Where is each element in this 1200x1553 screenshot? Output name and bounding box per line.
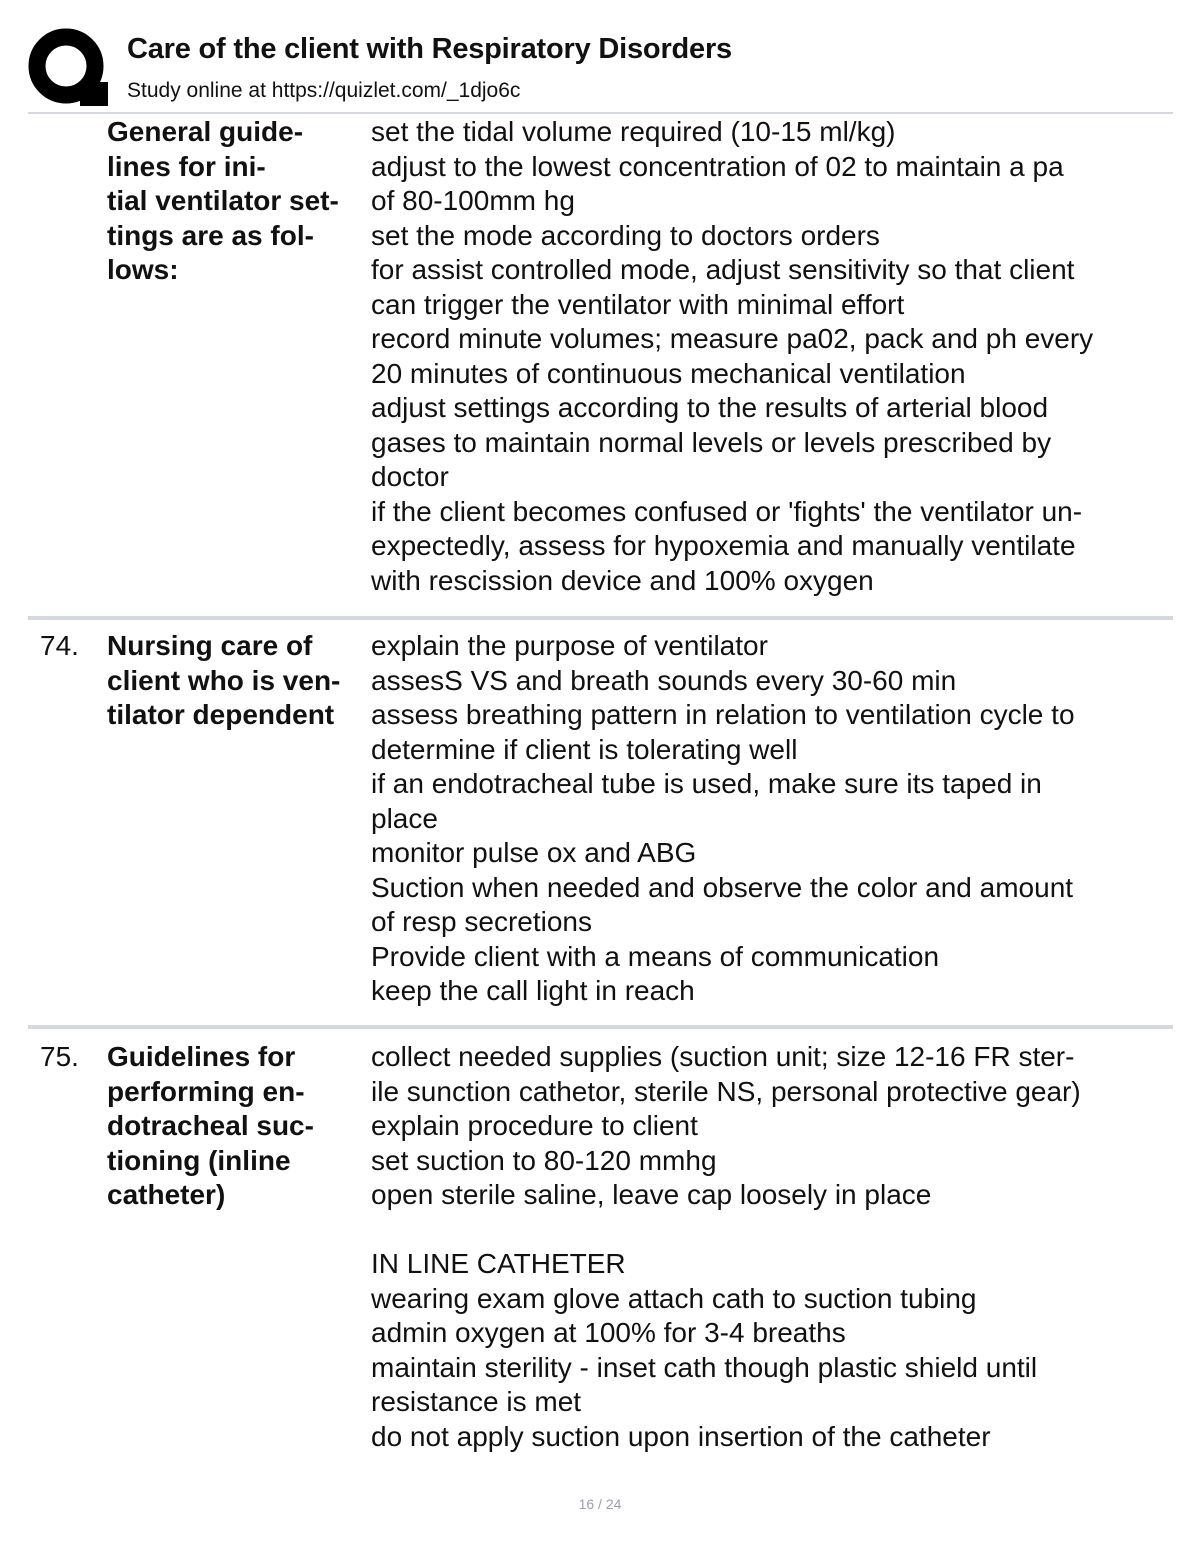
study-online-link-text: Study online at https://quizlet.com/_1djo6c <box>127 79 521 102</box>
term-line: General guide- <box>107 116 304 147</box>
term-line: Guidelines for <box>107 1041 296 1072</box>
definition-line: ile sunction cathetor, sterile NS, personal protective gear) <box>371 1075 1081 1107</box>
definition-line: assesS VS and breath sounds every 30-60 min <box>371 664 957 696</box>
quizlet-q-logo-icon <box>28 28 110 110</box>
term-line: performing en- <box>107 1075 305 1107</box>
term-line: lines for ini- <box>107 150 266 182</box>
card-term <box>107 629 363 733</box>
blank-line <box>371 1213 1171 1248</box>
definition-line: record minute volumes; measure pa02, pack and ph every <box>371 323 1094 354</box>
definition-line: collect needed supplies (suction unit; size 12-16 FR ster- <box>371 1041 1075 1072</box>
card-definition <box>371 115 1171 598</box>
term-line: lows: <box>107 254 179 285</box>
definition-line: if the client becomes confused or 'fights' the ventilator un- <box>371 495 1083 527</box>
definition-line: with rescission device and 100% oxygen <box>371 564 874 596</box>
definition-line: adjust to the lowest concentration of 02 to maintain a pa <box>371 150 1064 182</box>
card-term <box>107 1040 363 1213</box>
definition-line: place <box>371 802 438 834</box>
term-line: tial ventilator set- <box>107 185 339 216</box>
definition-line: maintain sterility - inset cath though plastic shield until <box>371 1351 1038 1383</box>
term-line: client who is ven- <box>107 664 341 696</box>
card-divider <box>28 1025 1173 1029</box>
definition-line: set suction to 80-120 mmhg <box>371 1144 717 1176</box>
term-line: catheter) <box>107 1179 226 1210</box>
term-line: Nursing care of <box>107 630 313 661</box>
definition-line: admin oxygen at 100% for 3-4 breaths <box>371 1317 846 1348</box>
definition-line: wearing exam glove attach cath to suction tubing <box>371 1282 977 1314</box>
definition-line: monitor pulse ox and ABG <box>371 837 697 868</box>
term-line: tilator dependent <box>107 699 335 730</box>
definition-line: expectedly, assess for hypoxemia and manually ventilate <box>371 530 1076 561</box>
definition-line: determine if client is tolerating well <box>371 733 798 765</box>
definition-line: for assist controlled mode, adjust sensitivity so that client <box>371 254 1075 285</box>
definition-line: set the mode according to doctors orders <box>371 219 880 251</box>
document-title: Care of the client with Respiratory Disorders <box>127 33 732 65</box>
definition-line: gases to maintain normal levels or levels prescribed by <box>371 426 1052 458</box>
definition-line: do not apply suction upon insertion of the catheter <box>371 1420 991 1452</box>
definition-line: adjust settings according to the results of arterial blood <box>371 392 1049 423</box>
definition-line: IN LINE CATHETER <box>371 1248 626 1279</box>
card-definition <box>371 629 1171 1009</box>
header-divider <box>28 112 1173 114</box>
definition-line: doctor <box>371 461 449 492</box>
definition-line: if an endotracheal tube is used, make sure its taped in <box>371 768 1042 799</box>
definition-line: resistance is met <box>371 1386 582 1417</box>
card-divider <box>28 616 1173 620</box>
definition-line: Suction when needed and observe the color and amount <box>371 871 1074 903</box>
term-line: dotracheal suc- <box>107 1110 314 1141</box>
definition-line: explain the purpose of ventilator <box>371 630 768 661</box>
page-indicator: 16 / 24 <box>578 1496 622 1512</box>
card-definition <box>371 1040 1171 1454</box>
definition-line: can trigger the ventilator with minimal effort <box>371 288 905 320</box>
definition-line: open sterile saline, leave cap loosely in place <box>371 1179 932 1210</box>
definition-line: assess breathing pattern in relation to ventilation cycle to <box>371 699 1075 730</box>
definition-line: keep the call light in reach <box>371 975 695 1006</box>
definition-line: 20 minutes of continuous mechanical ventilation <box>371 357 966 389</box>
card-term <box>107 115 363 288</box>
definition-line: Provide client with a means of communication <box>371 940 940 972</box>
definition-line: of resp secretions <box>371 906 592 937</box>
definition-line: explain procedure to client <box>371 1110 698 1141</box>
card-number: 75. <box>40 1041 79 1072</box>
term-line: tings are as fol- <box>107 219 314 251</box>
card-number: 74. <box>40 630 79 661</box>
definition-line: of 80-100mm hg <box>371 185 575 216</box>
definition-line: set the tidal volume required (10-15 ml/kg) <box>371 116 896 147</box>
term-line: tioning (inline <box>107 1144 291 1176</box>
